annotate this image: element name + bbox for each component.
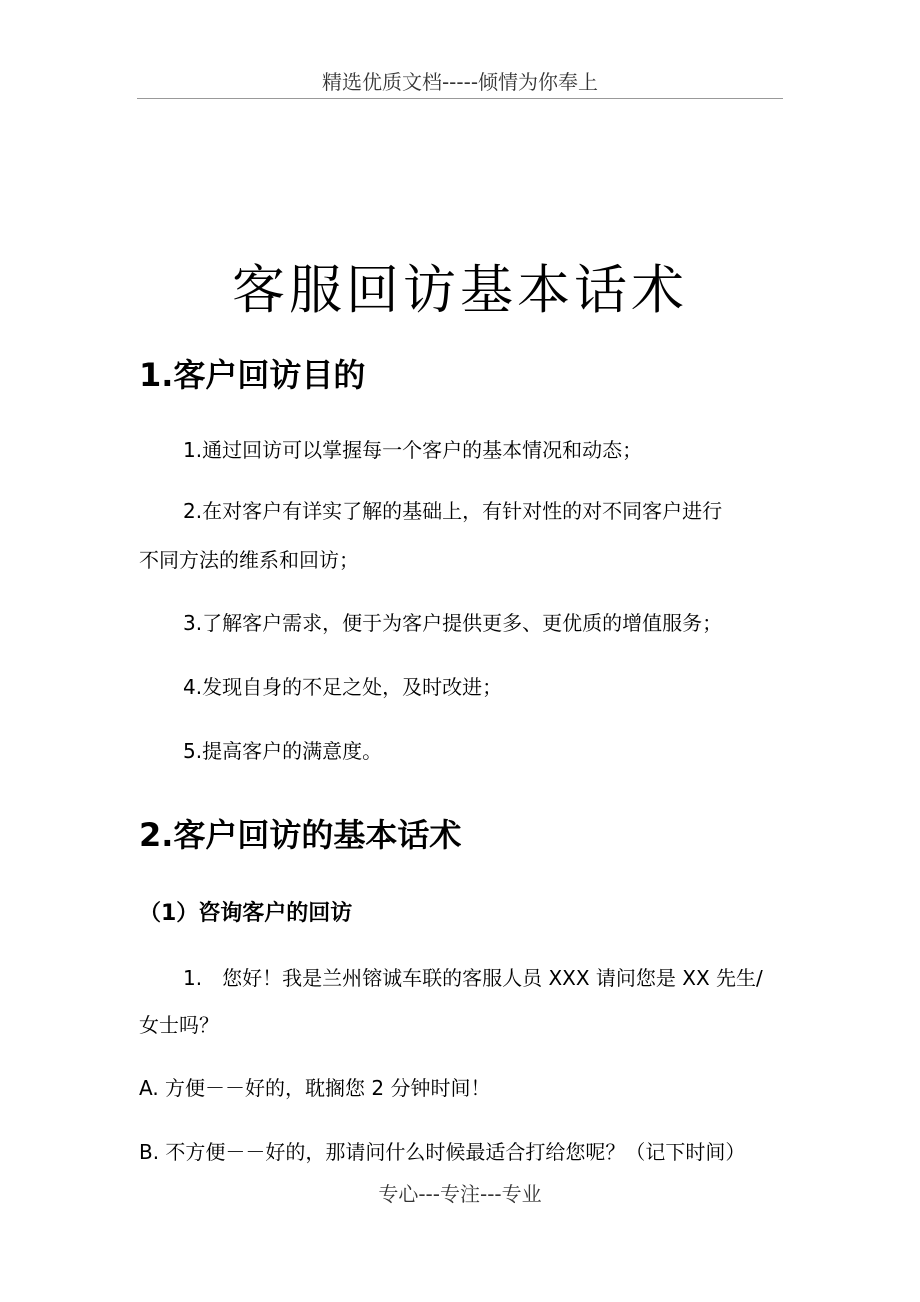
- section-1-item-5: 5.提高客户的满意度。: [183, 739, 383, 763]
- section-1-item-2: 2.在对客户有详实了解的基础上，有针对性的对不同客户进行: [183, 499, 723, 523]
- section-2-subheading: （1）咨询客户的回访: [139, 901, 353, 926]
- document-title: 客服回访基本话术: [232, 260, 688, 321]
- header-divider: [137, 98, 783, 99]
- section-1-item-3: 3.了解客户需求，便于为客户提供更多、更优质的增值服务；: [183, 611, 723, 635]
- script-option-a: A. 方便－－好的，耽搁您 2 分钟时间！: [139, 1076, 491, 1100]
- script-option-b: B. 不方便－－好的，那请问什么时候最适合打给您呢？（记下时间）: [139, 1140, 746, 1164]
- script-line-1: 1. 您好！我是兰州镕诚车联的客服人员 XXX 请问您是 XX 先生/: [183, 966, 763, 990]
- page-header: 精选优质文档-----倾情为你奉上: [321, 70, 599, 94]
- section-1-item-2-continued: 不同方法的维系和回访；: [139, 548, 359, 572]
- section-1-item-1: 1.通过回访可以掌握每一个客户的基本情况和动态；: [183, 438, 643, 462]
- section-1-heading: 1.客户回访目的: [139, 356, 366, 394]
- page-footer: 专心---专注---专业: [378, 1182, 542, 1206]
- section-1-item-4: 4.发现自身的不足之处，及时改进；: [183, 675, 503, 699]
- section-2-heading: 2.客户回访的基本话术: [139, 816, 462, 854]
- script-line-1-continued: 女士吗？: [139, 1013, 219, 1037]
